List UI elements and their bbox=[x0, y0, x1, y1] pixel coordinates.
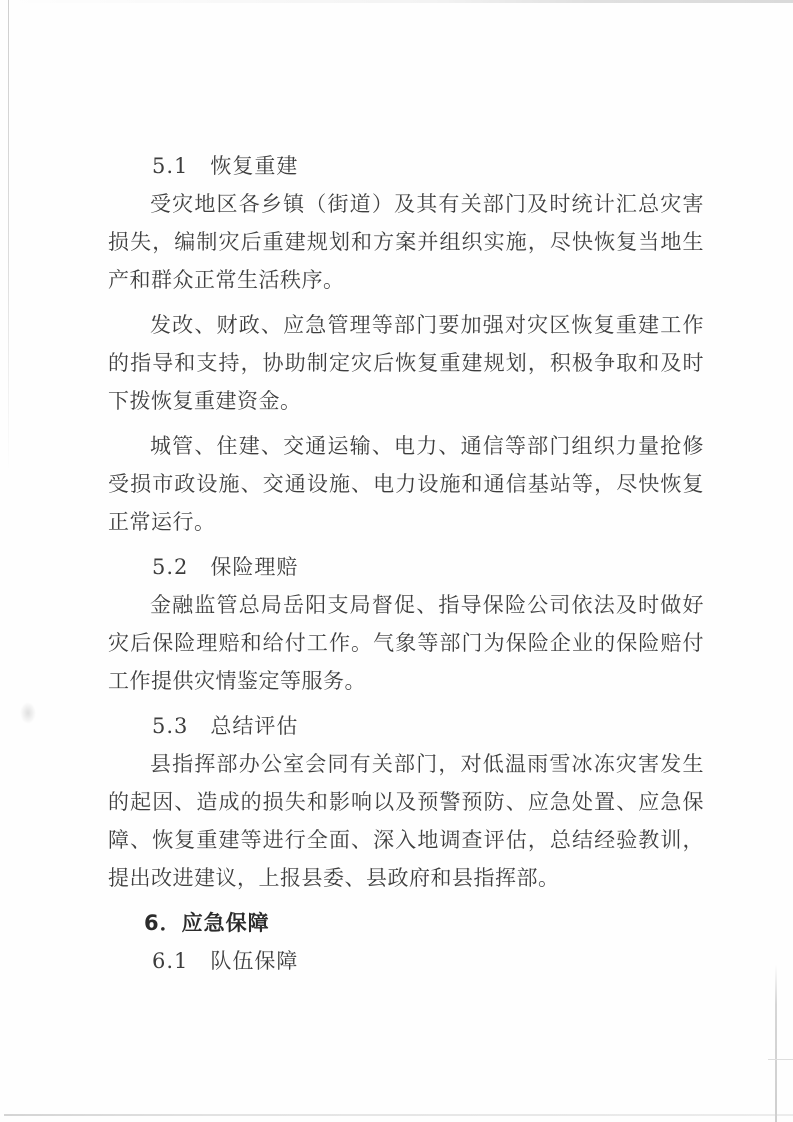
section-heading-5-1: 5.1 恢复重建 bbox=[152, 154, 299, 178]
scan-tick-right bbox=[768, 1059, 793, 1060]
paragraph-recovery-2: 发改、财政、应急管理等部门要加强对灾区恢复重建工作的指导和支持，协助制定灾后恢复重建规划，积极争取和及时下拨恢复重建资金。 bbox=[108, 313, 704, 413]
section-heading-5-2: 5.2 保险理赔 bbox=[152, 555, 299, 579]
scan-edge-bottom bbox=[4, 1114, 793, 1116]
chapter-heading-6: 6．应急保障 bbox=[144, 911, 270, 935]
paragraph-insurance: 金融监管总局岳阳支局督促、指导保险公司依法及时做好灾后保险理赔和给付工作。气象等部门为保险企业的保险赔付工作提供灾情鉴定等服务。 bbox=[108, 593, 704, 693]
paragraph-recovery-3: 城管、住建、交通运输、电力、通信等部门组织力量抢修受损市政设施、交通设施、电力设施和通信基站等，尽快恢复正常运行。 bbox=[108, 434, 704, 534]
scan-edge-top bbox=[0, 0, 793, 3]
paragraph-evaluation: 县指挥部办公室会同有关部门，对低温雨雪冰冻灾害发生的起因、造成的损失和影响以及预警预防、应急处置、应急保障、恢复重建等进行全面、深入地调查评估，总结经验教训，提出改进建议，上报县委、县政府和县指挥部。 bbox=[108, 752, 704, 890]
scan-edge-right bbox=[775, 965, 777, 1122]
section-heading-5-3: 5.3 总结评估 bbox=[152, 714, 299, 738]
paragraph-recovery-1: 受灾地区各乡镇（街道）及其有关部门及时统计汇总灾害损失，编制灾后重建规划和方案并组织实施，尽快恢复当地生产和群众正常生活秩序。 bbox=[108, 192, 704, 292]
text-column bbox=[108, 147, 704, 980]
section-heading-6-1: 6.1 队伍保障 bbox=[152, 949, 299, 973]
scan-edge-left bbox=[8, 0, 9, 472]
scan-smudge bbox=[20, 702, 36, 724]
